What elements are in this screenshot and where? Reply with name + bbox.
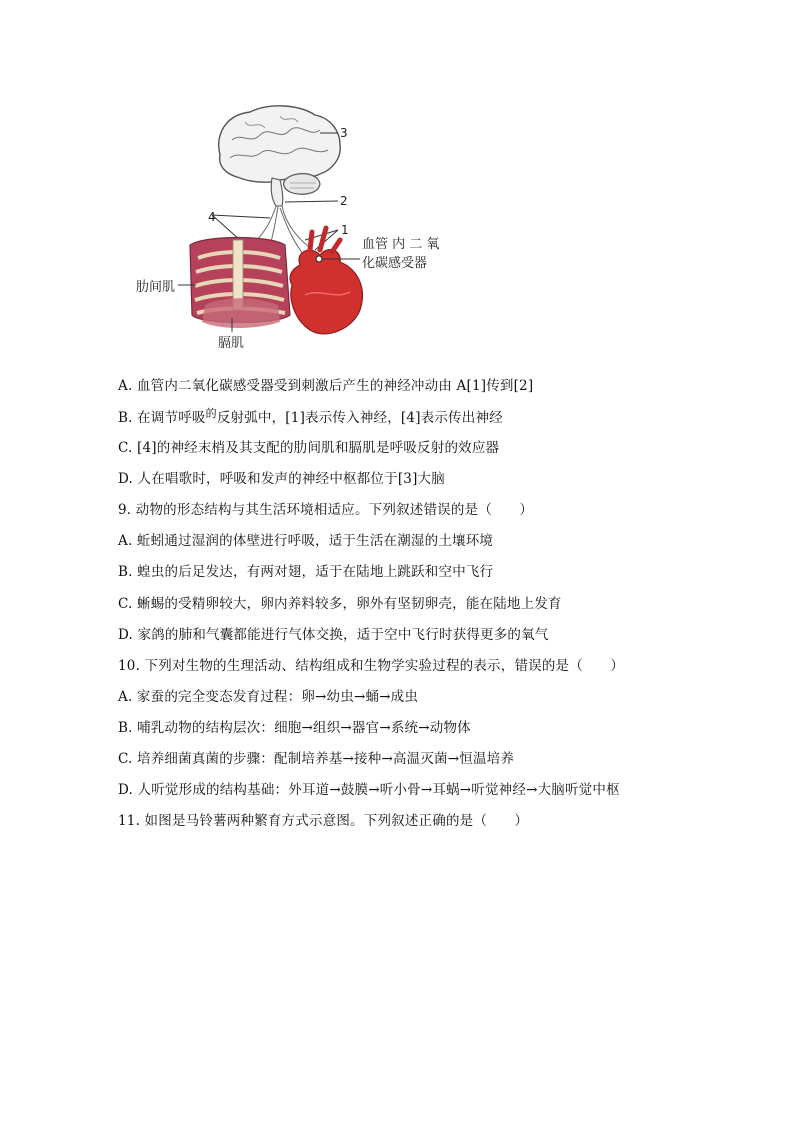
q9-option-a: A. 蚯蚓通过湿润的体壁进行呼吸，适于生活在潮湿的土壤环境	[118, 533, 494, 549]
q8-option-b-sup: 的	[205, 407, 217, 420]
q10-option-c: C. 培养细菌真菌的步骤：配制培养基→接种→高温灭菌→恒温培养	[118, 751, 515, 767]
label-2: 2	[340, 194, 348, 208]
q10-option-b: B. 哺乳动物的结构层次：细胞→组织→器官→系统→动物体	[118, 720, 471, 736]
respiration-figure	[120, 100, 460, 355]
q9-option-b: B. 蝗虫的后足发达，有两对翅，适于在陆地上跳跃和空中飞行	[118, 564, 494, 580]
q8-option-b-suffix: 反射弧中，[1]表示传入神经，[4]表示传出神经	[216, 410, 503, 426]
co2-receptor-label-line1: 血管 内 二 氧	[362, 237, 440, 252]
q8-option-c: C. [4]的神经末梢及其支配的肋间肌和膈肌是呼吸反射的效应器	[118, 440, 500, 456]
diaphragm-label: 膈肌	[218, 336, 245, 351]
q9-option-c: C. 蜥蜴的受精卵较大，卵内养料较多，卵外有坚韧卵壳，能在陆地上发育	[118, 596, 562, 612]
q10-option-d: D. 人听觉形成的结构基础：外耳道→鼓膜→听小骨→耳蜗→听觉神经→大脑听觉中枢	[118, 782, 620, 798]
q10-stem: 10. 下列对生物的生理活动、结构组成和生物学实验过程的表示，错误的是（ ）	[118, 658, 625, 674]
brain	[219, 106, 341, 206]
q8-option-b-prefix: B. 在调节呼吸	[118, 410, 206, 426]
heart	[290, 228, 362, 334]
q10-option-a: A. 家蚕的完全变态发育过程：卵→幼虫→蛹→成虫	[118, 689, 419, 705]
q11-stem: 11. 如图是马铃薯两种繁育方式示意图。下列叙述正确的是（ ）	[118, 813, 529, 829]
label-1: 1	[341, 223, 349, 237]
figure-svg	[120, 100, 460, 355]
intercostal-muscle-label: 肋间肌	[136, 280, 176, 295]
q8-option-a: A. 血管内二氧化碳感受器受到刺激后产生的神经冲动由 A[1]传到[2]	[118, 378, 534, 394]
label-3: 3	[340, 126, 348, 140]
q9-stem: 9. 动物的形态结构与其生活环境相适应。下列叙述错误的是（ ）	[118, 502, 534, 518]
q8-option-d: D. 人在唱歌时，呼吸和发声的神经中枢都位于[3]大脑	[118, 471, 445, 487]
co2-receptor-label-line2: 化碳感受器	[362, 256, 428, 271]
q8-option-b	[118, 406, 503, 426]
q9-option-d: D. 家鸽的肺和气囊都能进行气体交换，适于空中飞行时获得更多的氧气	[118, 627, 549, 643]
label-4: 4	[208, 210, 216, 224]
rib-cage	[190, 238, 290, 329]
